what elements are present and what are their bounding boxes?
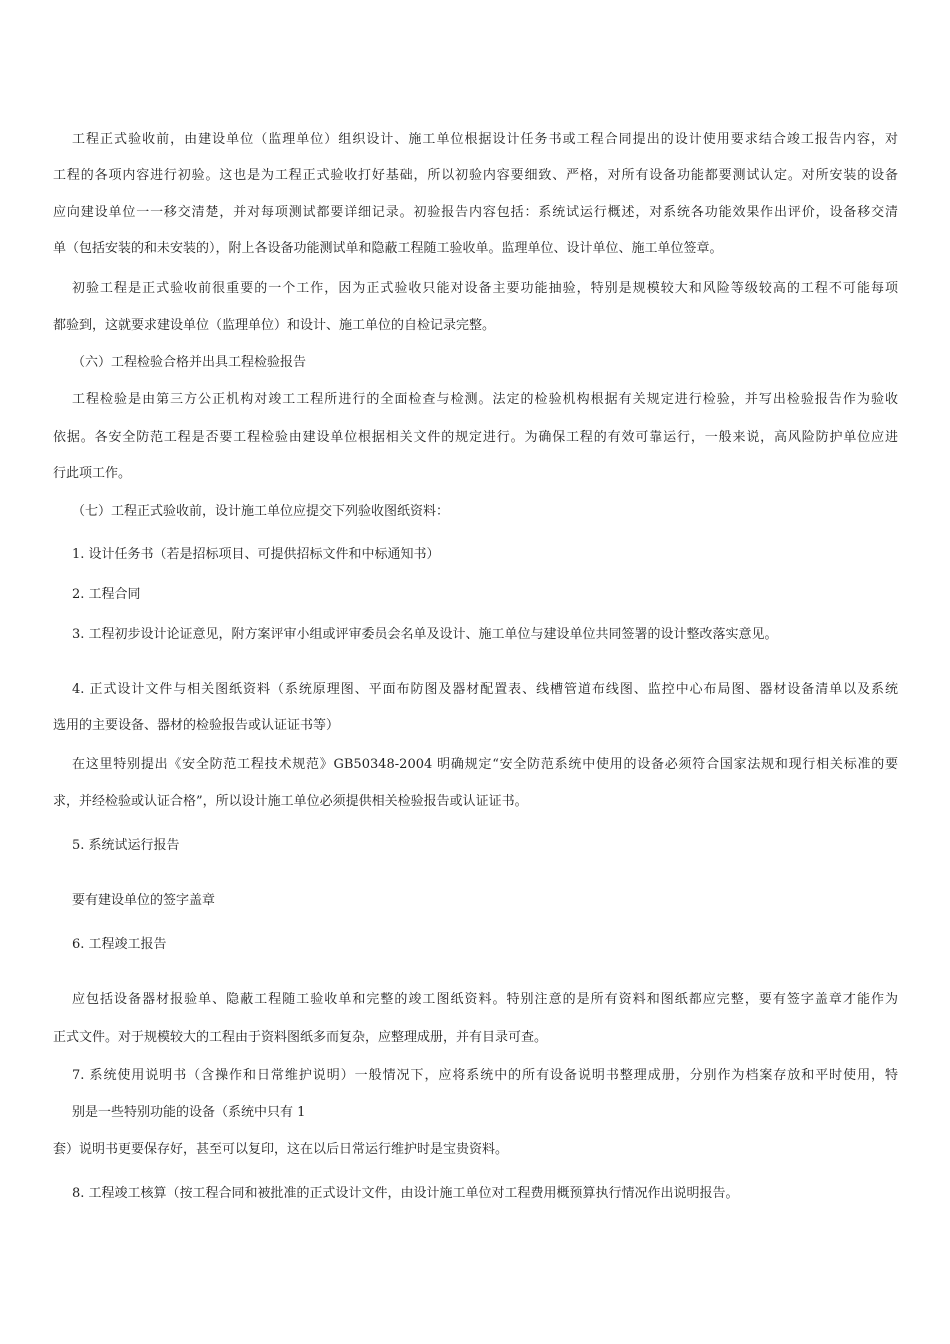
paragraph-line: 正式文件。对于规模较大的工程由于资料图纸多而复杂，应整理成册，并有目录可查。 bbox=[53, 1030, 548, 1045]
list-item: 8. 工程竣工核算（按工程合同和被批准的正式设计文件，由设计施工单位对工程费用概预算执行情况作出说明报告。 bbox=[72, 1186, 739, 1201]
paragraph-line: 工程正式验收前，由建设单位（监理单位）组织设计、施工单位根据设计任务书或工程合同提出的设计使用要求结合竣工报告内容，对 bbox=[72, 132, 898, 147]
paragraph-line: 选用的主要设备、器材的检验报告或认证证书等） bbox=[53, 718, 340, 733]
paragraph-line: 依据。各安全防范工程是否要工程检验由建设单位根据相关文件的规定进行。为确保工程的有效可靠运行，一般来说，高风险防护单位应进 bbox=[53, 430, 898, 445]
list-item: 3. 工程初步设计论证意见，附方案评审小组或评审委员会名单及设计、施工单位与建设单位共同签署的设计整改落实意见。 bbox=[72, 627, 778, 642]
paragraph-line: 应包括设备器材报验单、隐蔽工程随工验收单和完整的竣工图纸资料。特别注意的是所有资料和图纸都应完整，要有签字盖章才能作为 bbox=[72, 992, 898, 1007]
list-item: 1. 设计任务书（若是招标项目、可提供招标文件和中标通知书） bbox=[72, 547, 440, 562]
section-heading: （六）工程检验合格并出具工程检验报告 bbox=[72, 355, 307, 370]
section-heading: （七）工程正式验收前，设计施工单位应提交下列验收图纸资料： bbox=[72, 504, 450, 519]
paragraph-line: 在这里特别提出《安全防范工程技术规范》GB50348-2004 明确规定“安全防范系统中使用的设备必须符合国家法规和现行相关标准的要 bbox=[72, 757, 898, 772]
paragraph-line: 要有建设单位的签字盖章 bbox=[72, 893, 216, 908]
list-item: 4. 正式设计文件与相关图纸资料（系统原理图、平面布防图及器材配置表、线槽管道布线图、监控中心布局图、器材设备清单以及系统 bbox=[72, 682, 898, 697]
list-item: 2. 工程合同 bbox=[72, 587, 141, 602]
paragraph-line: 单（包括安装的和未安装的），附上各设备功能测试单和隐蔽工程随工验收单。监理单位、设计单位、施工单位签章。 bbox=[53, 241, 723, 256]
paragraph-line: 初验工程是正式验收前很重要的一个工作，因为正式验收只能对设备主要功能抽验，特别是规模较大和风险等级较高的工程不可能每项 bbox=[72, 281, 898, 296]
paragraph-line: 求，并经检验或认证合格”，所以设计施工单位必须提供相关检验报告或认证证书。 bbox=[53, 794, 528, 809]
paragraph-line: 都验到，这就要求建设单位（监理单位）和设计、施工单位的自检记录完整。 bbox=[53, 318, 496, 333]
paragraph-line: 工程检验是由第三方公正机构对竣工工程所进行的全面检查与检测。法定的检验机构根据有关规定进行检验，并写出检验报告作为验收 bbox=[72, 392, 898, 407]
paragraph-line: 应向建设单位一一移交清楚，并对每项测试都要详细记录。初验报告内容包括：系统试运行概述，对系统各功能效果作出评价，设备移交清 bbox=[53, 205, 898, 220]
paragraph-line: 行此项工作。 bbox=[53, 466, 132, 481]
list-item: 6. 工程竣工报告 bbox=[72, 937, 167, 952]
paragraph-line: 套）说明书更要保存好，甚至可以复印，这在以后日常运行维护时是宝贵资料。 bbox=[53, 1142, 509, 1157]
paragraph-line: 工程的各项内容进行初验。这也是为工程正式验收打好基础，所以初验内容要细致、严格，对所有设备功能都要测试认定。对所安装的设备 bbox=[53, 168, 898, 183]
list-item: 7. 系统使用说明书（含操作和日常维护说明）一般情况下，应将系统中的所有设备说明书整理成册，分别作为档案存放和平时使用，特 bbox=[72, 1068, 898, 1083]
list-item: 5. 系统试运行报告 bbox=[72, 838, 180, 853]
paragraph-line: 别是一些特别功能的设备（系统中只有 1 bbox=[72, 1105, 306, 1120]
